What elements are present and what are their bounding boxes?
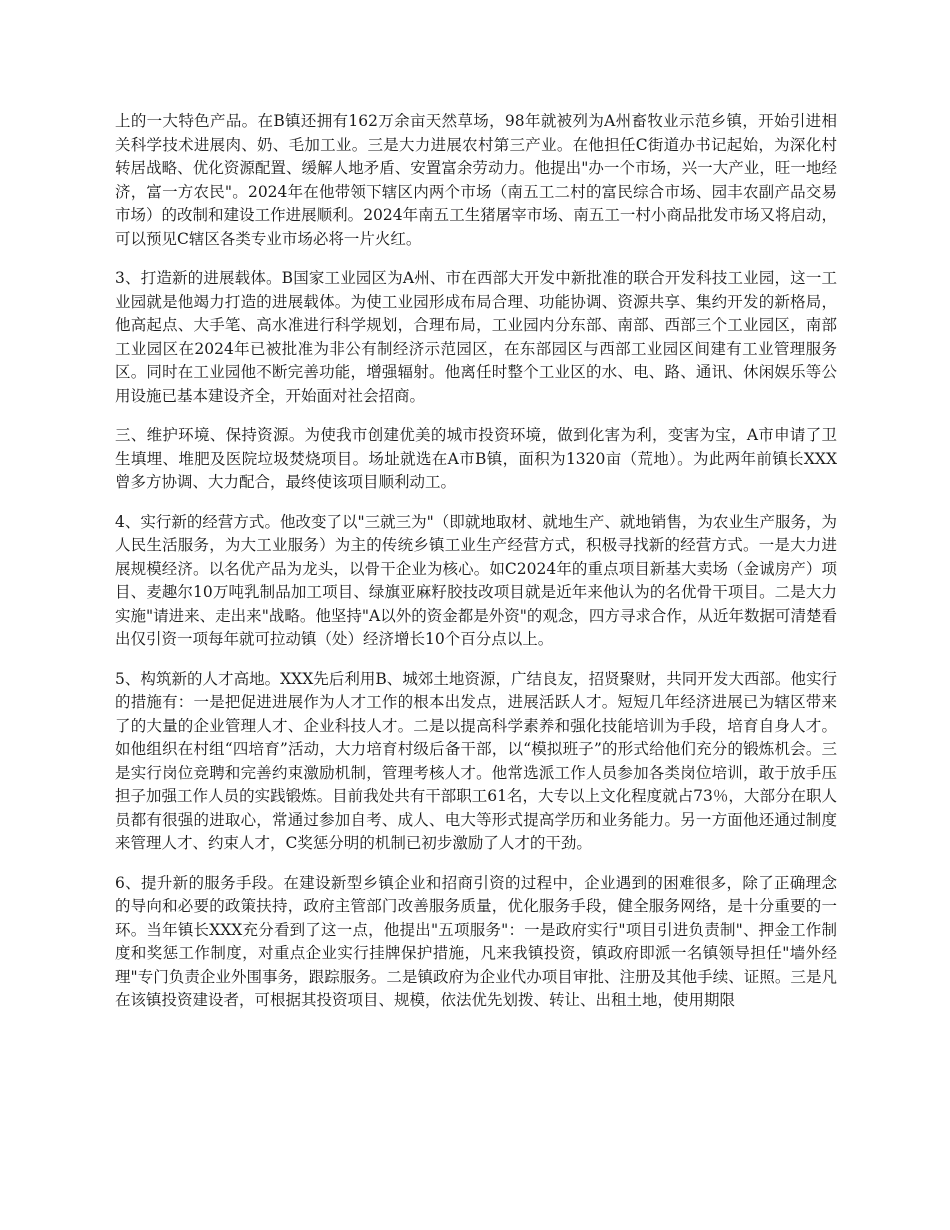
paragraph-industrial-park: 3、打造新的进展载体。B国家工业园区为A州、市在西部大开发中新批准的联合开发科技工业园，这一工业园就是他竭力打造的进展载体。为使工业园形成布局合理、功能协调、资源共享、集约开发的新格局，他高起点、大手笔、高水准进行科学规划，合理布局，工业园内分东部、南部、西部三个工业园区，南部工业园区在2024年已被批准为非公有制经济示范园区，在东部园区与西部工业园区间建有工业管理服务区。同时在工业园他不断完善功能，增强辐射。他离任时整个工业区的水、电、路、通讯、休闲娱乐等公用设施已基本建设齐全，开始面对社会招商。 [115, 269, 837, 405]
paragraph-talent: 5、构筑新的人才高地。XXX先后利用B、城郊土地资源，广结良友，招贤聚财，共同开发大西部。他实行的措施有：一是把促进进展作为人才工作的根本出发点，进展活跃人才。短短几年经济进展已为辖区带来了的大量的企业管理人才、企业科技人才。二是以提高科学素养和强化技能培训为手段，培育自身人才。如他组织在村组“四培育”活动，大力培育村级后备干部，以“模拟班子”的形式给他们充分的锻炼机会。三是实行岗位竞聘和完善约束激励机制，管理考核人才。他常选派工作人员参加各类岗位培训，敢于放手压担子加强工作人员的实践锻炼。目前我处共有干部职工61名，大专以上文化程度就占73％，大部分在职人员都有很强的进取心，常通过参加自考、成人、电大等形式提高学历和业务能力。另一方面他还通过制度来管理人才、约束人才，C奖惩分明的机制已初步激励了人才的干劲。 [115, 669, 837, 852]
paragraph-services: 6、提升新的服务手段。在建设新型乡镇企业和招商引资的过程中，企业遇到的困难很多，除了正确理念的导向和必要的政策扶持，政府主管部门改善服务质量，优化服务手段，健全服务网络，是十分重要的一环。当年镇长XXX充分看到了这一点，他提出"五项服务"：一是政府实行"项目引进负责制"、押金工作制度和奖惩工作制度，对重点企业实行挂牌保护措施，凡来我镇投资，镇政府即派一名镇领导担任"墙外经理"专门负责企业外围事务，跟踪服务。二是镇政府为企业代办项目审批、注册及其他手续、证照。三是凡在该镇投资建设者，可根据其投资项目、规模，依法优先划拨、转让、出租土地，使用期限 [115, 873, 837, 1009]
document-page [115, 110, 837, 1029]
paragraph-environment: 三、维护环境、保持资源。为使我市创建优美的城市投资环境，做到化害为利，变害为宝，A市申请了卫生填埋、堆肥及医院垃圾焚烧项目。场址就选在A市B镇，面积为1320亩（荒地）。为此两年前镇长XXX曾多方协调、大力配合，最终使该项目顺利动工。 [115, 426, 837, 491]
paragraph-market-development: 上的一大特色产品。在B镇还拥有162万余亩天然草场，98年就被列为A州畜牧业示范乡镇，开始引进相关科学技术进展肉、奶、毛加工业。三是大力进展农村第三产业。在他担任C街道办书记起始，为深化村转居战略、优化资源配置、缓解人地矛盾、安置富余劳动力。他提出"办一个市场，兴一大产业，旺一地经济，富一方农民"。2024年在他带领下辖区内两个市场（南五工二村的富民综合市场、园丰农副产品交易市场）的改制和建设工作进展顺利。2024年南五工生猪屠宰市场、南五工一村小商品批发市场又将启动，可以预见C辖区各类专业市场必将一片火红。 [115, 112, 837, 248]
paragraph-business-model: 4、实行新的经营方式。他改变了以"三就三为"（即就地取材、就地生产、就地销售，为农业生产服务，为人民生活服务，为大工业服务）为主的传统乡镇工业生产经营方式，积极寻找新的经营方式。一是大力进展规模经济。以名优产品为龙头，以骨干企业为核心。如C2024年的重点项目新基大卖场（金诚房产）项目、麦趣尔10万吨乳制品加工项目、绿旗亚麻籽胶技改项目就是近年来他认为的名优骨干项目。二是大力实施"请进来、走出来"战略。他坚持"A以外的资金都是外资"的观念，四方寻求合作，从近年数据可清楚看出仅引资一项每年就可拉动镇（处）经济增长10个百分点以上。 [115, 512, 837, 648]
